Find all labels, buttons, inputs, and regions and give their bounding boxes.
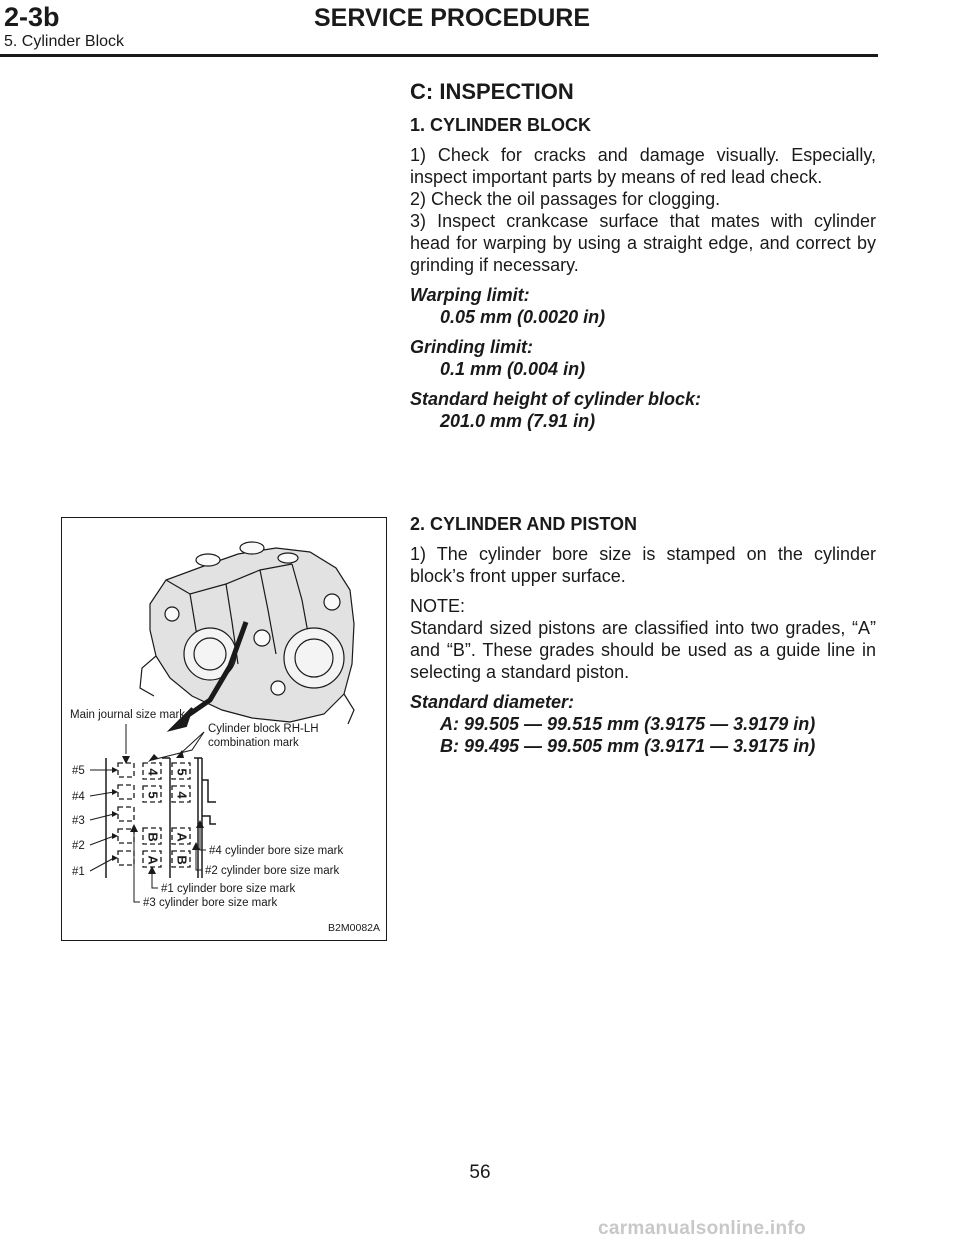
- watermark: carmanualsonline.info: [598, 1218, 806, 1239]
- engine-block-drawing: [140, 542, 354, 724]
- piston-step-1: 1) The cylinder bore size is stamped on the cylinder block’s front upper surface.: [410, 544, 876, 586]
- label-bore-1: #1 cylinder bore size mark: [161, 883, 296, 895]
- block-step-3: 3) Inspect crankcase surface that mates with cylinder head for warping by using a straight edge, and correct by grinding if necessary.: [410, 211, 876, 275]
- standard-diameter-b: B: 99.495 — 99.505 mm (3.9171 — 3.9175 in): [440, 736, 816, 756]
- label-bore-4: #4 cylinder bore size mark: [209, 845, 344, 857]
- label-journal-3: #3: [72, 815, 85, 827]
- inspection-heading: C: INSPECTION: [410, 79, 574, 104]
- leader-bore-2: [196, 848, 202, 870]
- section-code: 2-3b: [4, 2, 60, 32]
- stamp-c2-4: A: [145, 855, 161, 865]
- spec-grinding-label: Grinding limit:: [410, 337, 533, 357]
- subsection-title: 5. Cylinder Block: [4, 33, 125, 50]
- block-step-1: 1) Check for cracks and damage visually. Especially, inspect important parts by means of red lead check.: [410, 145, 876, 187]
- leader-rh-lh-b: [180, 732, 204, 754]
- spec-grinding-value: 0.1 mm (0.004 in): [440, 359, 586, 379]
- label-journal-5: #5: [72, 765, 85, 777]
- leader-bore-3: [134, 830, 140, 902]
- page-number: 56: [469, 1162, 491, 1183]
- spec-height-label: Standard height of cylinder block:: [410, 389, 702, 409]
- label-journal-1: #1: [72, 866, 85, 878]
- label-bore-3: #3 cylinder bore size mark: [143, 897, 278, 909]
- stamp-c3-4: B: [174, 855, 190, 865]
- stamp-c3-1: 5: [174, 768, 190, 776]
- stamp-c3-2: 4: [174, 791, 190, 799]
- spec-height-value: 201.0 mm (7.91 in): [440, 411, 596, 431]
- label-rh-lh-2: combination mark: [208, 737, 299, 749]
- standard-diameter-a: A: 99.505 — 99.515 mm (3.9175 — 3.9179 in): [440, 714, 816, 734]
- stamp-c2-1: 4: [145, 768, 161, 776]
- inspection-block-section: [410, 78, 876, 432]
- figure-code: B2M0082A: [328, 922, 380, 934]
- label-journal-4: #4: [72, 791, 85, 803]
- inspection-piston-section: [410, 513, 876, 757]
- cylinder-block-figure: [61, 517, 387, 941]
- page-header: [0, 0, 960, 62]
- spec-warping-value: 0.05 mm (0.0020 in): [440, 307, 606, 327]
- leader-bore-4: [200, 826, 206, 850]
- label-main-journal: Main journal size mark: [70, 709, 186, 721]
- note-label: NOTE:: [410, 596, 466, 616]
- label-rh-lh-1: Cylinder block RH-LH: [208, 723, 319, 735]
- cylinder-piston-title: 2. CYLINDER AND PISTON: [410, 514, 638, 534]
- label-bore-2: #2 cylinder bore size mark: [205, 865, 340, 877]
- note-text: Standard sized pistons are classified into two grades, “A” and “B”. These grades should be used as a guide line in selecting a standard piston.: [410, 618, 876, 682]
- arrowhead-rh-lh-a: [148, 754, 158, 762]
- cylinder-block-title: 1. CYLINDER BLOCK: [410, 115, 592, 135]
- standard-diameter-label: Standard diameter:: [410, 692, 575, 712]
- stamp-c3-3: A: [174, 832, 190, 842]
- block-step-2: 2) Check the oil passages for clogging.: [410, 189, 721, 209]
- section-title: SERVICE PROCEDURE: [314, 4, 590, 32]
- spec-warping-label: Warping limit:: [410, 285, 530, 305]
- label-journal-2: #2: [72, 840, 85, 852]
- cylinder-block-illustration: [62, 518, 386, 940]
- header-rule: [0, 54, 878, 57]
- stamp-c2-2: 5: [145, 791, 161, 799]
- stamp-c2-3: B: [145, 832, 161, 842]
